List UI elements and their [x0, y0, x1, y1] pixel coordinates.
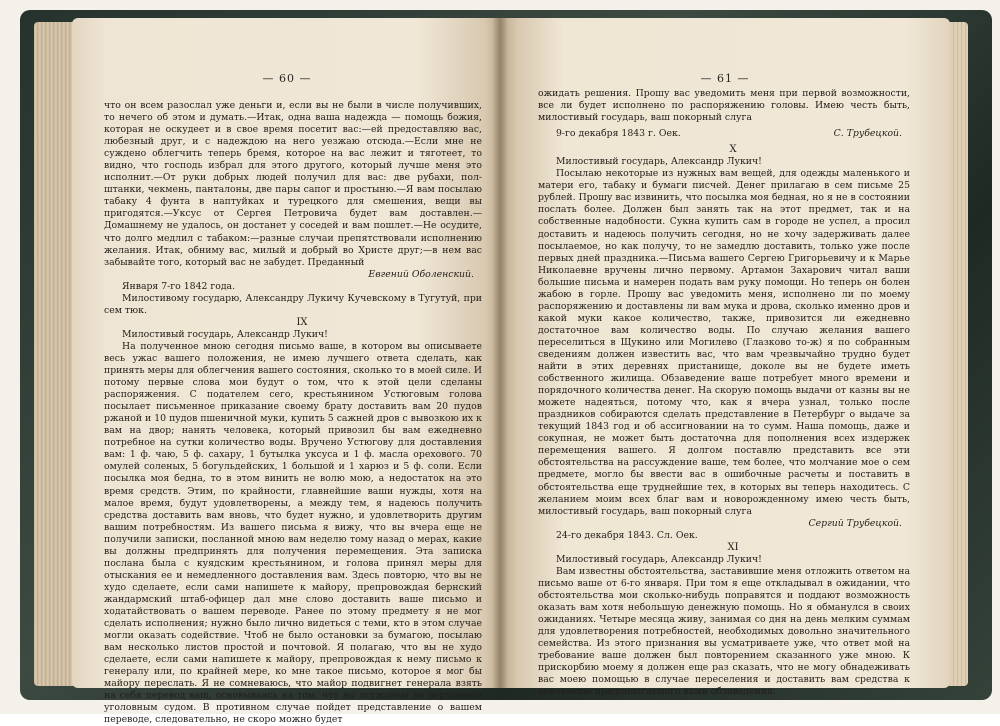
paragraph: На полученное мною сегодня письмо ваше, в котором вы описываете весь ужас вашего положения, не имею лучшего ответа сделать, как принять меры для облегчения вашего состояния, сколько то в моей силе. И потому первые слова мои будут о том, что к этой цели сделаны распоряжения. С подателем сего, крестьянином Устюговым голова посылает письменное приказание своему брату доставить вам 20 пудов ржаной и 10 пудов пшеничной муки, купить 5 сажней дров с вывозкою их к вам на двор; нанять человека, который привозил бы вам ежедневно потребное на сутки количество воды. Вручено Устюгову для доставления вам: 1 ф. чаю, 5 ф. сахару, 1 бутылка уксуса и 1 ф. масла орехового. 70 омулей соленых, 5 богульдейских, 1 большой и 1 харюз и 5 ф. соли. Если посылка моя бедна, то в этом винить не волю мою, а недостаток на это время средств. Этим, по крайности, главнейшие ваши нужды, хотя на малое время, будут удовлетворены, а между тем, я надеюсь получить средства доставить вам вновь, что будет нужно, и удовлетворить другим вашим потребностям. Из вашего письма я вижу, что вы вчера еще не получили записки, посланной мною вам неделю тому назад о мерах, какие вы должны предпринять для получения перемещения. Эта записка послана была с куядским крестьянином, и голова принял меры для отыскания ее и немедленного доставления вам. Здесь повторю, что вы не худо сделаете, если сами напишете к майору, препровождая бернский жандармский штаб-офицер дал мне слово доставить ваше письмо и ходатайствовать о вашем переводе. Ранее по этому предмету я не мог сделать исполнения; нужно было лично видеться с теми, кто в этом случае могли оказать содействие. Чтоб не было остановки за бумагою, посылаю вам несколько листов простой и почтовой. Я полагаю, что вы не худо сделаете, если сами напишете к майору, препровождая к нему письмо к генералу или, по крайней мере, ко мне такое письмо, которое я мог бы майору переслать. Я не сомневаюсь, что майор подвигнет генерала взять на себя перевод ваш, основываясь на том, что вы осуждены не верховным уголовным судом. В противном случае пойдет представление о вашем переводе, следовательно, не скоро можно будет: [104, 340, 482, 726]
address-line: Милостивому государю, Александру Лукичу Кучевскому в Тугутуй, при сем тюк.: [104, 292, 482, 316]
signature: Сергий Трубецкой.: [808, 517, 902, 529]
left-page-text: [104, 100, 482, 726]
section-number: X: [729, 144, 737, 156]
right-page: [500, 18, 950, 698]
salutation: Милостивый государь, Александр Лукич!: [122, 328, 328, 340]
section-number: XI: [727, 541, 739, 553]
left-page: [72, 18, 502, 726]
date-line: 24-го декабря 1843. Сл. Оек.: [556, 529, 698, 541]
paragraph: что он всем разослал уже деньги и, если вы не были в числе получивших, то нечего об этом и думать.—Итак, одна ваша надежда — помощь божия, которая не оскудеет и в свое время посетит вас:—ей предоставляю вас, любезный друг, и с надеждою на него уезжаю отсюда.—Если мне не суждено облегчить теперь бремя, которое на вас лежит и тяготеет, то видно, что господь избрал для этого другого, который лучше меня это исполнит.—От руки добрых людей получил для вас: две рубахи, пол-штанки, чекмень, панталоны, две пары сапог и простыню.—Я вам посылаю табаку 4 фунта в наптуйках и турецкого для смешения, вещи вы пригодятся.—Уксус от Сергея Петровича будет вам доставлен.—Домашнему не удалось, он достанет у соседей и вам пошлет.—Не осудите, что долго медлил с табаком:—разные случаи препятствовали исполнению желания. Итак, обниму вас, милый и добрый во Христе друг;—в нем вас забывайте того, который вас не забудет. Преданный: [104, 100, 482, 268]
paragraph: Вам известны обстоятельства, заставившие меня отложить ответом на письмо ваше от 6-го января. При том я еще откладывал в ожидании, что обстоятельства мои сколько-нибудь поправятся и поддают возможность оказать вам хотя небольшую денежную помощь. Но я обманулся в своих ожиданиях. Четыре месяца живу, занимая со дня на день мелким суммам для удовлетворения потребностей, необходимых довольно значительного семейства. Из этого признания вы усматриваете уже, что ответ мой на требование ваше должен был повторением сказанного уже мною. К прискорбию моему я должен еще раз сказать, что не могу обнадеживать вас моею помощью в случае переселения и доставить вам средства к основанию предполагаемого вами обзаведения.: [538, 565, 910, 698]
right-page-text: [538, 88, 910, 698]
date-signature-line: [538, 128, 910, 140]
salutation: Милостивый государь, Александр Лукич!: [556, 553, 762, 565]
date-line: 9-го декабря 1843 г. Оек.: [556, 128, 681, 140]
date-line: Января 7-го 1842 года.: [122, 280, 236, 292]
paragraph: Посылаю некоторые из нужных вам вещей, для одежды маленького и матери его, табаку и бумаги писчей. Денег прилагаю в сем письме 25 рублей. Прошу вас извинить, что посылка моя бедная, но я не в состоянии послать более. Должен был занять так на этот предмет, так и на собственные надобности. Сукна купить сам в городе не успел, а просил доставить и надеюсь получить сегодня, но не хочу задерживать далее посылаемое, но как получу, то не замедлю доставить, только уже после первых дней праздника.—Письма вашего Сергею Григорьевичу и к Марье Николаевне вручены лично первому. Артамон Захарович читал ваши большие письма и намерен подать вам руку помощи. Но теперь он болен жабою в горле. Прошу вас уведомить меня, исполнено ли по моему распоряжению и доставлены ли вам мука и дрова, сколько именно дров и какой муки какое количество, также, привозится ли ежедневно достаточное вам количество воды. По случаю желания вашего переселиться в Щукино или Могилево (Глазково то-ж) я по собранным сведениям должен известить вас, что вам чрезвычайно трудно будет найти в этих деревнях пристанище, доколе вы не будете иметь собственного жилища. Обзаведение ваше потребует много времени и порядочного количества денег. На скорую помощь выдачи от казны вы не можете надеяться, потому что, как я вчера узнал, только после праздников собираются сделать представление в Петербург о выдаче за текущий 1843 год и об ассигновании на то сумм. Наша помощь, даже и сокупная, не может быть достаточна для пополнения всех издержек перемещения вашего. Я долгом поставлю представить все эти обстоятельства на рассуждение ваше, тем более, что молчание мое о сем предмете, могло бы ввести вас в ошибочные расчеты и поставить в обстоятельства еще труднейшие тех, в которых вы теперь находитесь. С желанием моим всех благ вам и новорожденному имею честь быть, милостивый государь, ваш покорный слуга: [538, 168, 910, 517]
section-number: IX: [296, 316, 308, 328]
paragraph: ожидать решения. Прошу вас уведомить меня при первой возможности, все ли будет исполнено по распоряжению головы. Имею честь быть, милостивый государь, ваш покорный слуга: [538, 88, 910, 124]
signature: Евгений Оболенский.: [368, 268, 474, 280]
page-number-left: — 60 —: [262, 72, 312, 85]
page-number-right: — 61 —: [700, 72, 750, 85]
salutation: Милостивый государь, Александр Лукич!: [556, 156, 762, 168]
signature: С. Трубецкой.: [833, 128, 902, 140]
book-gutter: [492, 18, 508, 688]
